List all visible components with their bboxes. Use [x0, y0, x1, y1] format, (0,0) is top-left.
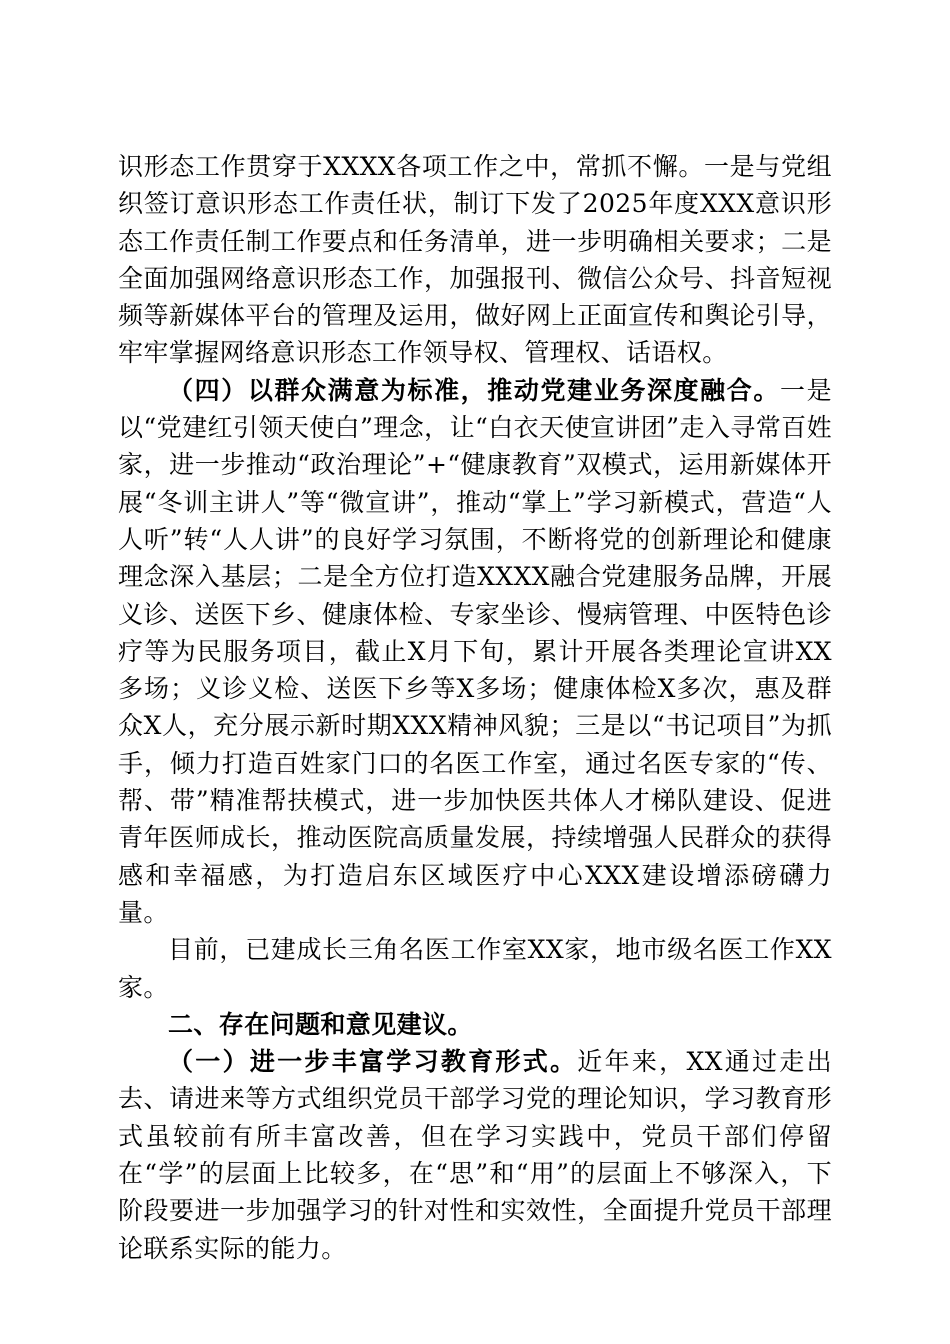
paragraph-lead-heading: （四）以群众满意为标准，推动党建业务深度融合。 [168, 375, 780, 405]
paragraph-text: 一是以“党建红引领天使白”理念，让“白衣天使宣讲团”走入寻常百姓家，进一步推动“政治理论”+“健康教育”双模式，运用新媒体开展“冬训主讲人”等“微宣讲”，推动“掌上”学习新模式，营造“人人听”转“人人讲”的良好学习氛围，不断将党的创新理论和健康理念深入基层；二是全方位打造XXXX融合党建服务品牌，开展义诊、送医下乡、健康体检、专家坐诊、慢病管理、中医特色诊疗等为民服务项目，截止X月下旬，累计开展各类理论宣讲XX多场；义诊义检、送医下乡等X多场；健康体检X多次，惠及群众X人，充分展示新时期XXX精神风貌；三是以“书记项目”为抓手，倾力打造百姓家门口的名医工作室，通过名医专家的“传、帮、带”精准帮扶模式，进一步加快医共体人才梯队建设、促进青年医师成长，推动医院高质量发展，持续增强人民群众的获得感和幸福感，为打造启东区域医疗中心XXX建设增添磅礴力量。 [118, 375, 832, 927]
paragraph-text: 识形态工作贯穿于XXXX各项工作之中，常抓不懈。一是与党组织签订意识形态工作责任状，制订下发了2025年度XXX意识形态工作责任制工作要点和任务清单，进一步明确相关要求；二是全面加强网络意识形态工作，加强报刊、微信公众号、抖音短视频等新媒体平台的管理及运用，做好网上正面宣传和舆论引导，牢牢掌握网络意识形态工作领导权、管理权、话语权。 [118, 152, 832, 368]
section-heading: 二、存在问题和意见建议。 [168, 1009, 473, 1039]
paragraph-text: 目前，已建成长三角名医工作室XX家，地市级名医工作XX家。 [118, 935, 832, 1002]
paragraph-lead-heading: （一）进一步丰富学习教育形式。 [168, 1047, 578, 1077]
paragraph-learning-forms [118, 1043, 832, 1267]
paragraph-mass-satisfaction [118, 372, 832, 931]
paragraph-ideology-work [118, 148, 832, 372]
paragraph-text: 近年来，XX通过走出去、请进来等方式组织党员干部学习党的理论知识，学习教育形式虽较前有所丰富改善，但在学习实践中，党员干部们停留在“学”的层面上比较多，在“思”和“用”的层面上不够深入，下阶段要进一步加强学习的针对性和实效性，全面提升党员干部理论联系实际的能力。 [118, 1047, 832, 1263]
paragraph-current-status [118, 931, 832, 1006]
document-page [118, 148, 832, 1267]
